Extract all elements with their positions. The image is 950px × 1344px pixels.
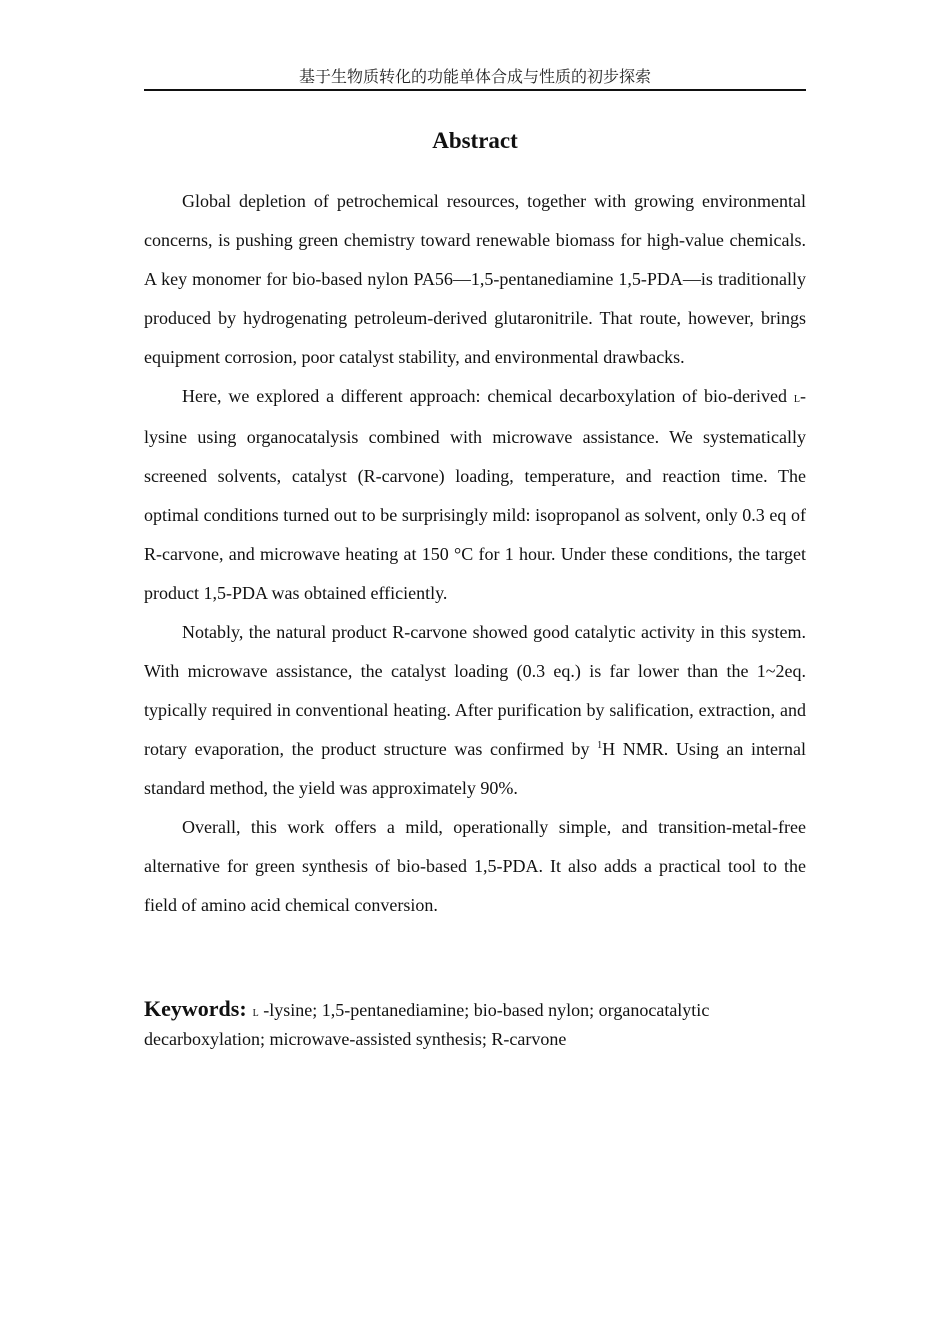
- abstract-paragraph-1: Global depletion of petrochemical resources, together with growing environmental concerns, is pushing green chemistry toward renewable biomass for high-value chemicals. A key monomer for bio-based nylon PA56—1,5-pentanediamine 1,5-PDA—is traditionally produced by hydrogenating petroleum-derived glutaronitrile. That route, however, brings equipment corrosion, poor catalyst stability, and environmental drawbacks.: [144, 191, 806, 367]
- keywords-label: Keywords:: [144, 996, 247, 1021]
- header-divider: [144, 89, 806, 91]
- nmr-superscript: 1: [597, 740, 603, 751]
- paragraph-2-text-b: -lysine using organocatalysis combined with microwave assistance. We systematically screened solvents, catalyst (R-carvone) loading, temperature, and reaction time. The optimal conditions turned out to be surprisingly mild: isopropanol as solvent, only 0.3 eq of R-carvone, and microwave heating at 150 °C for 1 hour. Under these conditions, the target product 1,5-PDA was obtained efficiently.: [144, 386, 806, 603]
- abstract-paragraph-2: [144, 377, 806, 613]
- paragraph-2-text-a: Here, we explored a different approach: chemical decarboxylation of bio-derived: [182, 386, 794, 406]
- l-prefix: l: [793, 391, 800, 406]
- keywords-section: [144, 996, 806, 1052]
- abstract-body: [144, 182, 806, 925]
- paragraph-3-text-a: Notably, the natural product R-carvone showed good catalytic activity in this system. With microwave assistance, the catalyst loading (0.3 eq.) is far lower than the 1~2eq. typically required in conventional heating. After purification by salification, extraction, and rotary evaporation, the product structure was confirmed by: [144, 622, 806, 759]
- keywords-list: -lysine; 1,5-pentanediamine; bio-based nylon; organocatalytic decarboxylation; microwave-assisted synthesis; R-carvone: [144, 1000, 710, 1049]
- abstract-paragraph-3: [144, 613, 806, 808]
- paragraph-3-text-b: H NMR. Using an internal standard method, the yield was approximately 90%.: [144, 739, 806, 798]
- keywords-l-prefix: l: [252, 1005, 259, 1020]
- abstract-title: Abstract: [432, 128, 518, 153]
- running-header: 基于生物质转化的功能单体合成与性质的初步探索: [298, 67, 651, 86]
- abstract-paragraph-4: Overall, this work offers a mild, operationally simple, and transition-metal-free alternative for green synthesis of bio-based 1,5-PDA. It also adds a practical tool to the field of amino acid chemical conversion.: [144, 817, 806, 915]
